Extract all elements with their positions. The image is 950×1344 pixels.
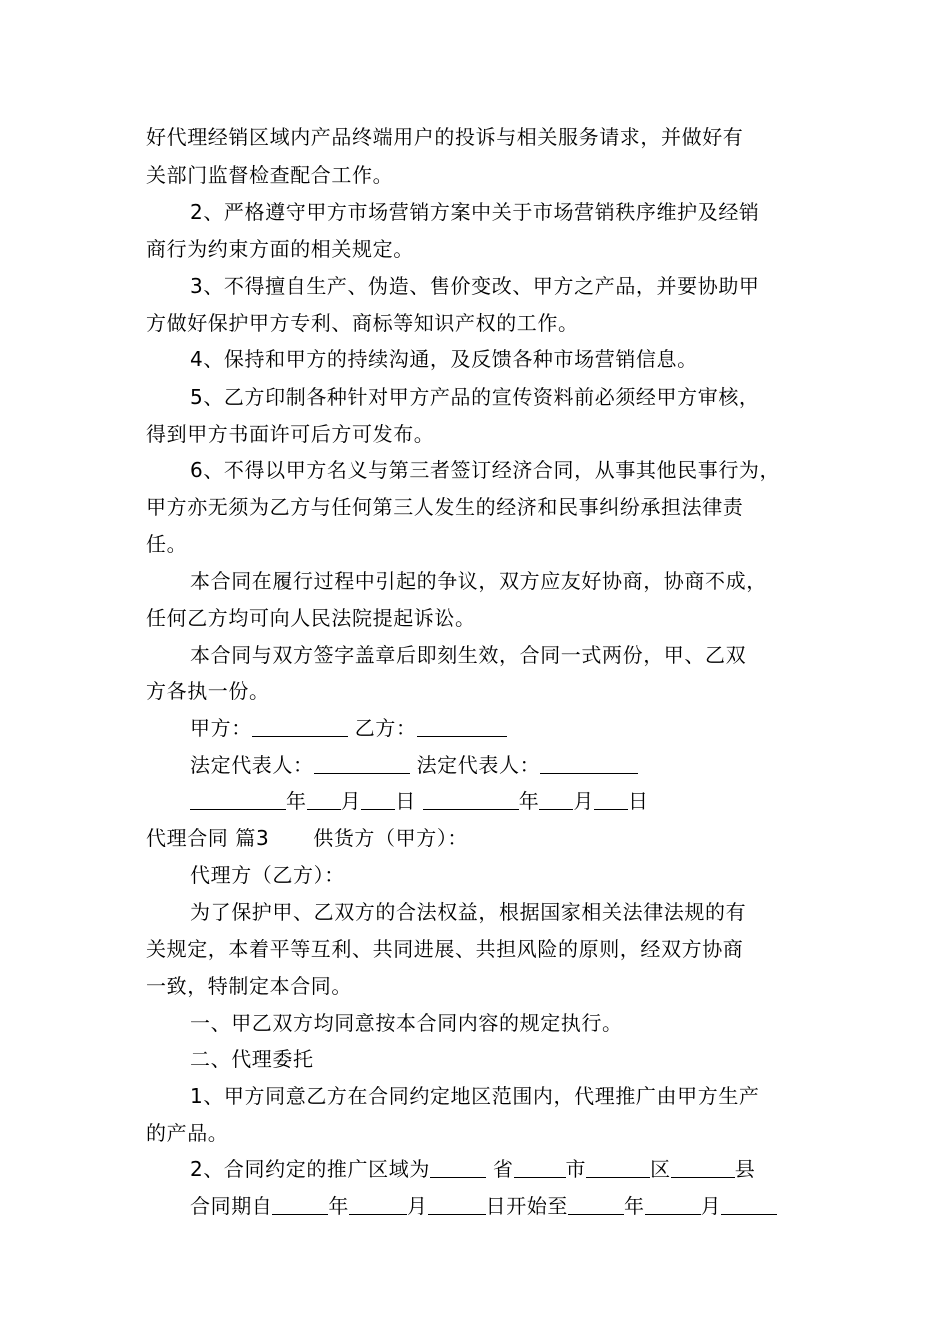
text-line: 一、甲乙双方均同意按本合同内容的规定执行。 [190, 1011, 623, 1035]
party-a-blank[interactable] [252, 716, 348, 737]
year-a-blank[interactable] [190, 789, 286, 810]
text-line: 一致，特制定本合同。 [146, 974, 352, 998]
month-label: 月 [573, 789, 595, 813]
county-blank[interactable] [671, 1157, 735, 1178]
start-year-blank[interactable] [272, 1194, 328, 1215]
section-title-row [146, 824, 468, 852]
term-prefix: 合同期自 [190, 1194, 273, 1218]
month-label: 月 [700, 1194, 722, 1218]
rep-b-label: 法定代表人： [416, 753, 541, 777]
text-line: 好代理经销区域内产品终端用户的投诉与相关服务请求，并做好有 [146, 125, 744, 149]
text-line: 3、不得擅自生产、伪造、售价变改、甲方之产品，并要协助甲 [190, 274, 760, 298]
text-line: 方做好保护甲方专利、商标等知识产权的工作。 [146, 311, 579, 335]
text-line: 5、乙方印制各种针对甲方产品的宣传资料前必须经甲方审核， [190, 385, 760, 409]
city-label: 市 [565, 1157, 587, 1181]
text-line: 二、代理委托 [190, 1047, 314, 1071]
text-line: 本合同与双方签字盖章后即刻生效，合同一式两份，甲、乙双 [190, 643, 747, 667]
text-line: 为了保护甲、乙双方的合法权益，根据国家相关法律法规的有 [190, 900, 747, 924]
year-label: 年 [518, 789, 540, 813]
rep-a-label: 法定代表人： [190, 753, 314, 777]
province-blank[interactable] [430, 1157, 486, 1178]
month-b-blank[interactable] [539, 789, 573, 810]
month-label: 月 [340, 789, 362, 813]
day-label: 日 [628, 789, 649, 813]
text-line: 任何乙方均可向人民法院提起诉讼。 [146, 606, 476, 630]
text-line: 的产品。 [146, 1121, 229, 1145]
text-line: 关规定，本着平等互利、共同进展、共担风险的原则，经双方协商 [146, 937, 744, 961]
end-year-blank[interactable] [568, 1194, 624, 1215]
signature-representatives [190, 751, 638, 779]
text-line: 甲方亦无须为乙方与任何第三人发生的经济和民事纠纷承担法律责 [146, 495, 744, 519]
start-month-blank[interactable] [349, 1194, 407, 1215]
start-to-label: 日开始至 [485, 1194, 569, 1218]
year-label: 年 [328, 1194, 350, 1218]
text-line: 得到甲方书面许可后方可发布。 [146, 422, 435, 446]
text-line: 4、保持和甲方的持续沟通，及反馈各种市场营销信息。 [190, 347, 698, 371]
text-line: 1、甲方同意乙方在合同约定地区范围内，代理推广由甲方生产 [190, 1084, 760, 1108]
year-b-blank[interactable] [423, 789, 519, 810]
text-line: 方各执一份。 [146, 679, 270, 703]
end-month-blank[interactable] [645, 1194, 701, 1215]
rep-a-blank[interactable] [314, 753, 410, 774]
party-b-label: 乙方： [354, 716, 417, 740]
month-a-blank[interactable] [307, 789, 341, 810]
term-line [190, 1192, 777, 1220]
district-label: 区 [650, 1157, 671, 1181]
county-label: 县 [734, 1157, 756, 1181]
day-b-blank[interactable] [594, 789, 628, 810]
section-title: 代理合同 篇3 [146, 826, 270, 850]
text-line: 2、严格遵守甲方市场营销方案中关于市场营销秩序维护及经销 [190, 200, 760, 224]
signature-dates [190, 787, 649, 815]
party-b-blank[interactable] [417, 716, 507, 737]
text-line: 6、不得以甲方名义与第三者签订经济合同，从事其他民事行为， [190, 458, 781, 482]
text-line: 任。 [146, 532, 188, 556]
year-label: 年 [624, 1194, 645, 1218]
text-line: 本合同在履行过程中引起的争议，双方应友好协商，协商不成， [190, 569, 767, 593]
end-day-blank[interactable] [721, 1194, 777, 1215]
agent-label: 代理方（乙方）： [190, 863, 345, 887]
day-a-blank[interactable] [361, 789, 395, 810]
region-prefix: 2、合同约定的推广区域为 [190, 1157, 430, 1181]
province-label: 省 [492, 1157, 514, 1181]
city-blank[interactable] [514, 1157, 566, 1178]
year-label: 年 [286, 789, 307, 813]
rep-b-blank[interactable] [540, 753, 638, 774]
signature-parties [190, 714, 507, 742]
supplier-label: 供货方（甲方）： [313, 826, 469, 850]
party-a-label: 甲方： [190, 716, 252, 740]
text-line: 商行为约束方面的相关规定。 [146, 237, 414, 261]
month-label: 月 [407, 1194, 428, 1218]
district-blank[interactable] [586, 1157, 650, 1178]
start-day-blank[interactable] [428, 1194, 486, 1215]
text-line: 关部门监督检查配合工作。 [146, 163, 394, 187]
day-label: 日 [395, 789, 416, 813]
region-line [190, 1155, 755, 1183]
